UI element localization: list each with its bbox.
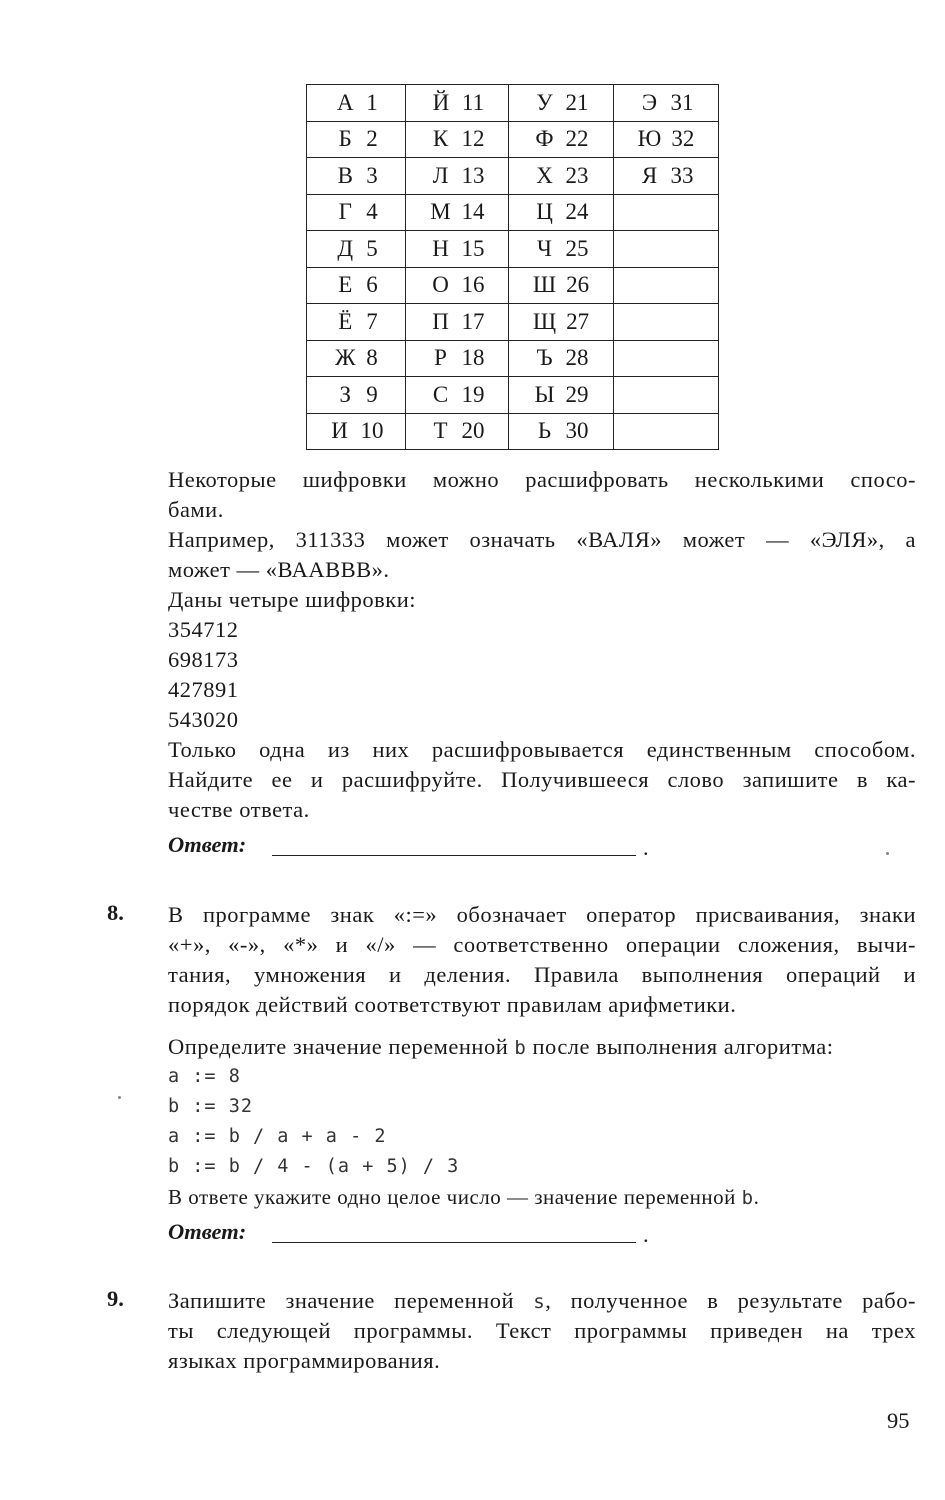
cipher-letter: Ё [338, 308, 353, 334]
page-number: 95 [887, 1408, 910, 1433]
cipher-cell [307, 413, 406, 450]
cipher-cell [307, 304, 406, 341]
task7-code-3: 427891 [168, 677, 239, 702]
scan-speck [118, 1096, 121, 1099]
cipher-cell [307, 121, 406, 158]
cipher-code: 33 [670, 162, 694, 188]
cipher-letter: У [536, 89, 553, 115]
cipher-cell [509, 194, 614, 231]
cipher-cell [406, 340, 509, 377]
task9-line1-after: , полученное в результате рабо- [545, 1288, 916, 1313]
cipher-cell [406, 158, 509, 195]
cipher-table-row [307, 267, 719, 304]
cipher-letter: А [336, 89, 354, 115]
cipher-code: 6 [366, 272, 378, 298]
cipher-cell [307, 377, 406, 414]
task8-line2: «+», «-», «*» и «/» — соответственно операции сложения, вычи- [168, 932, 916, 957]
cipher-code: 5 [366, 235, 378, 261]
cipher-letter: Е [338, 272, 353, 298]
cipher-letter: Ю [637, 126, 662, 152]
task7-intro [168, 465, 916, 525]
cipher-cell [509, 340, 614, 377]
cipher-letter: Ц [536, 199, 553, 225]
cipher-code: 13 [461, 162, 485, 188]
task7-code-4: 543020 [168, 707, 239, 732]
task8-number: 8. [107, 900, 124, 925]
cipher-cell [307, 231, 406, 268]
cipher-cell [406, 304, 509, 341]
cipher-code: 14 [461, 199, 485, 225]
cipher-cell [307, 340, 406, 377]
task8-prompt-line [168, 1032, 916, 1062]
cipher-code: 7 [366, 308, 378, 334]
cipher-letter: Н [432, 235, 449, 261]
cipher-letter: З [339, 381, 352, 407]
cipher-letter: Т [433, 418, 448, 444]
task7-question-line1: Только одна из них расшифровывается единственным способом. [168, 737, 916, 762]
task7-example-line1: Например, 311333 может означать «ВАЛЯ» может — «ЭЛЯ», а [168, 527, 916, 552]
task8-code-block [168, 1062, 459, 1182]
cipher-code: 31 [670, 89, 694, 115]
cipher-cell [406, 194, 509, 231]
cipher-letter: Э [641, 89, 658, 115]
cipher-table-row [307, 377, 719, 414]
cipher-letter: М [430, 199, 451, 225]
cipher-code: 17 [461, 308, 485, 334]
cipher-code: 27 [566, 308, 590, 334]
task8-code-line1: a := 8 [168, 1066, 241, 1087]
cipher-table-body [307, 85, 719, 450]
task8-line1: В программе знак «:=» обозначает оператор присваивания, знаки [168, 902, 916, 927]
cipher-cell [614, 267, 719, 304]
cipher-table-row [307, 158, 719, 195]
task8-note-before: В ответе укажите одно целое число — значение переменной [168, 1185, 742, 1209]
cipher-code: 29 [565, 381, 589, 407]
cipher-letter: Ч [537, 235, 552, 261]
cipher-code: 21 [565, 89, 589, 115]
task7-example-line2: может — «ВААВВВ». [168, 557, 390, 582]
cipher-cell [509, 121, 614, 158]
cipher-letter: Й [432, 89, 450, 115]
task7-answer-period: . [643, 835, 649, 860]
cipher-cell [614, 340, 719, 377]
cipher-code: 16 [461, 272, 485, 298]
cipher-code: 22 [565, 126, 589, 152]
cipher-code: 12 [461, 126, 485, 152]
cipher-table-row [307, 121, 719, 158]
cipher-cell [614, 413, 719, 450]
task7-given [168, 585, 916, 735]
task7-question-line2: Найдите ее и расшифруйте. Получившееся слово запишите в ка- [168, 767, 916, 792]
task8-answer-label: Ответ: [168, 1219, 247, 1244]
task8-note-after: . [753, 1185, 760, 1209]
task7-code-2: 698173 [168, 647, 239, 672]
cipher-letter: Л [432, 162, 449, 188]
cipher-letter: Б [338, 126, 352, 152]
cipher-letter: В [337, 162, 353, 188]
cipher-cell [406, 377, 509, 414]
task8-prompt-variable: b [514, 1037, 527, 1059]
task7-answer-field[interactable] [272, 855, 636, 856]
cipher-code: 30 [565, 418, 589, 444]
task7-answer-label: Ответ: [168, 832, 247, 857]
cipher-letter: Я [641, 162, 658, 188]
cipher-letter: П [432, 308, 449, 334]
task9-line1-variable: s [533, 1291, 546, 1313]
cipher-letter: Щ [532, 308, 557, 334]
cipher-code: 2 [366, 126, 378, 152]
task7-given-line: Даны четыре шифровки: [168, 587, 417, 612]
cipher-letter: Ь [537, 418, 552, 444]
task8-code-line3: a := b / a + a - 2 [168, 1126, 387, 1147]
task7-code-1: 354712 [168, 617, 239, 642]
cipher-cell [509, 267, 614, 304]
cipher-cell [509, 231, 614, 268]
cipher-cell [307, 85, 406, 122]
cipher-table-row [307, 85, 719, 122]
task8-answer-field[interactable] [272, 1242, 636, 1243]
cipher-table-row [307, 413, 719, 450]
cipher-code: 32 [671, 126, 695, 152]
cipher-cell [406, 121, 509, 158]
task8-prompt-before: Определите значение переменной [168, 1034, 515, 1059]
cipher-code: 20 [461, 418, 485, 444]
cipher-letter: И [331, 418, 348, 444]
cipher-code: 15 [461, 235, 485, 261]
cipher-letter: С [432, 381, 449, 407]
cipher-code: 19 [461, 381, 485, 407]
cipher-cell [307, 158, 406, 195]
cipher-code: 28 [565, 345, 589, 371]
task8-prompt-after: после выполнения алгоритма: [526, 1034, 834, 1059]
cipher-cell [406, 413, 509, 450]
cipher-code: 3 [366, 162, 378, 188]
task9-line1-before: Запишите значение переменной [168, 1288, 534, 1313]
cipher-cell [614, 377, 719, 414]
task8-code-line2: b := 32 [168, 1096, 253, 1117]
cipher-letter: Р [434, 345, 447, 371]
cipher-code: 23 [565, 162, 589, 188]
cipher-code: 25 [565, 235, 589, 261]
cipher-cell [614, 85, 719, 122]
cipher-table-row [307, 194, 719, 231]
cipher-cell [509, 85, 614, 122]
cipher-cell [509, 304, 614, 341]
cipher-code: 8 [366, 345, 378, 371]
task8-prompt [168, 1032, 916, 1062]
cipher-cell [614, 121, 719, 158]
cipher-code: 11 [461, 89, 485, 115]
cipher-table-row [307, 340, 719, 377]
cipher-cell [406, 231, 509, 268]
cipher-letter: Х [536, 162, 553, 188]
task7-question [168, 735, 916, 825]
cipher-cell [307, 267, 406, 304]
cipher-code: 10 [360, 418, 384, 444]
task8-answer-period: . [643, 1222, 649, 1247]
task8-note-line [168, 1182, 916, 1212]
cipher-table-row [307, 304, 719, 341]
cipher-cell [614, 304, 719, 341]
cipher-cell [614, 231, 719, 268]
task8-statement [168, 900, 916, 1020]
task8-line3: тания, умножения и деления. Правила выполнения операций и [168, 962, 916, 987]
cipher-code: 1 [366, 89, 378, 115]
task9-line2: ты следующей программы. Текст программы приведен на трех [168, 1318, 916, 1343]
cipher-table [306, 84, 719, 450]
task8-note [168, 1182, 916, 1212]
cipher-letter: Ш [532, 272, 557, 298]
cipher-cell [406, 267, 509, 304]
task8-line4: порядок действий соответствуют правилам арифметики. [168, 992, 737, 1017]
cipher-cell [614, 158, 719, 195]
task7-question-line3: честве ответа. [168, 797, 310, 822]
cipher-code: 24 [565, 199, 589, 225]
cipher-cell [614, 194, 719, 231]
task9-line3: языках программирования. [168, 1348, 441, 1373]
cipher-code: 26 [566, 272, 590, 298]
cipher-cell [307, 194, 406, 231]
cipher-letter: Ф [535, 126, 554, 152]
cipher-cell [509, 413, 614, 450]
cipher-letter: Д [337, 235, 354, 261]
cipher-table-row [307, 231, 719, 268]
cipher-cell [509, 377, 614, 414]
task7-example [168, 525, 916, 585]
cipher-letter: Ы [534, 381, 555, 407]
task9-line1 [168, 1286, 916, 1316]
task9-number: 9. [107, 1286, 124, 1311]
cipher-letter: К [432, 126, 449, 152]
task7-intro-line2: бами. [168, 497, 224, 522]
cipher-code: 4 [366, 199, 378, 225]
cipher-code: 9 [366, 381, 378, 407]
cipher-cell [509, 158, 614, 195]
task9-statement [168, 1286, 916, 1376]
cipher-code: 18 [461, 345, 485, 371]
task7-intro-line1: Некоторые шифровки можно расшифровать несколькими спосо- [168, 467, 916, 492]
scan-speck [886, 852, 889, 855]
cipher-letter: Ъ [536, 345, 553, 371]
cipher-cell [406, 85, 509, 122]
cipher-letter: Ж [334, 345, 356, 371]
cipher-letter: Г [338, 199, 352, 225]
task8-code-line4: b := b / 4 - (a + 5) / 3 [168, 1156, 460, 1177]
task8-note-variable: b [741, 1187, 754, 1209]
cipher-letter: О [432, 272, 449, 298]
